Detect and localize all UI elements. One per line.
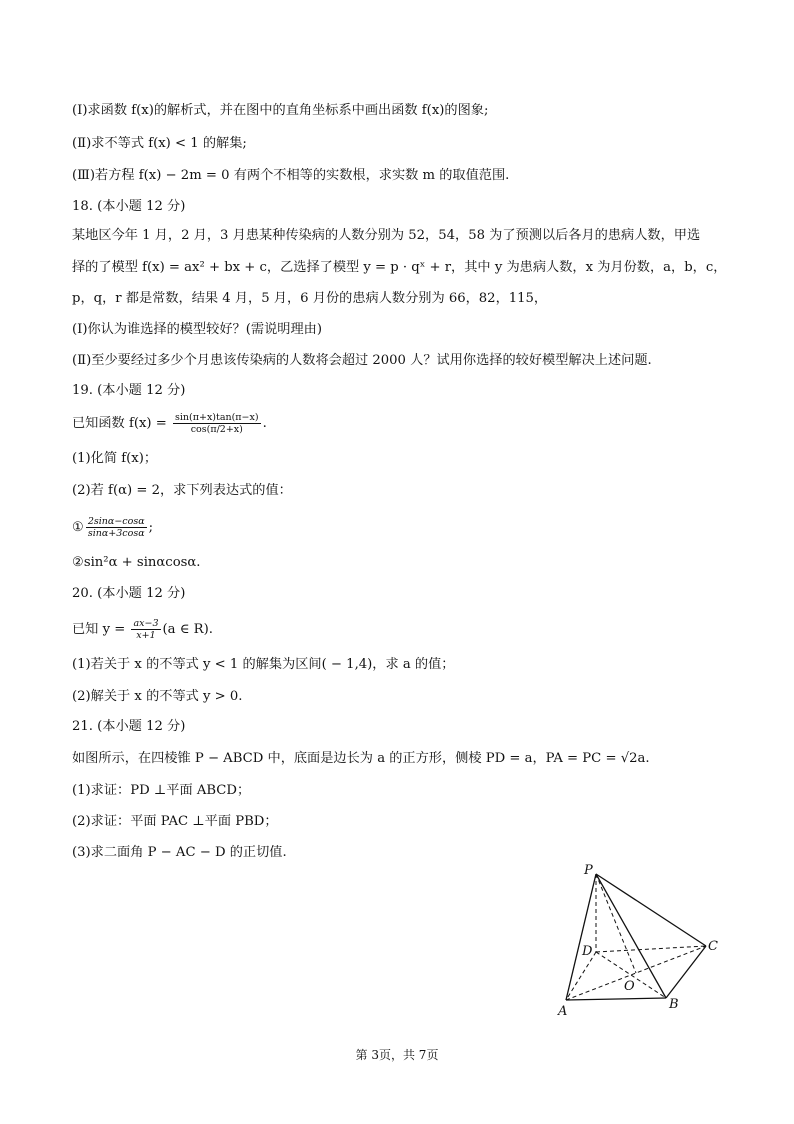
question-19-header: 19. (本小题 12 分)	[72, 383, 186, 398]
question-20-fraction-numerator: ax−3	[133, 618, 159, 629]
question-19-sub2: (2)若 f(α) = 2，求下列表达式的值：	[72, 483, 292, 498]
question-18-part1: (Ⅰ)你认为谁选择的模型较好？(需说明理由)	[72, 322, 322, 337]
question-20-fraction-denominator: x+1	[136, 630, 156, 641]
question-18-header: 18. (本小题 12 分)	[72, 199, 186, 214]
label-O: O	[624, 979, 635, 994]
question-20-intro-suffix: (a ∈ R).	[162, 622, 213, 637]
edge-DA-hidden	[566, 952, 596, 1000]
question-18-part2: (Ⅱ)至少要经过多少个月患该传染病的人数将会超过 2000 人？试用你选择的较好模型解决上述问题.	[72, 353, 652, 368]
label-C: C	[708, 939, 718, 954]
question-19-item1-fraction	[86, 516, 147, 539]
question-18-body-1: 某地区今年 1 月，2 月，3 月患某种传染病的人数分别为 52，54，58 为了预测以后各月的患病人数，甲选	[72, 228, 701, 243]
pyramid-figure	[548, 860, 728, 1020]
question-20-intro-prefix: 已知 y =	[72, 622, 126, 637]
edge-AB	[566, 998, 666, 1000]
label-P: P	[584, 863, 593, 878]
question-18-body-2: 择的了模型 f(x) = ax² + bx + c，乙选择了模型 y = p · qˣ + r，其中 y 为患病人数，x 为月份数，a，b，c，	[72, 260, 727, 275]
question-21-intro: 如图所示，在四棱锥 P − ABCD 中，底面是边长为 a 的正方形，侧棱 PD = a，PA = PC = √2a.	[72, 751, 650, 766]
question-19-item1	[72, 516, 153, 539]
question-19-fraction	[173, 412, 261, 435]
edge-PC	[596, 874, 706, 946]
question-20-fraction	[131, 618, 160, 641]
label-A: A	[558, 1004, 568, 1019]
question-21-sub2: (2)求证：平面 PAC ⊥平面 PBD；	[72, 814, 278, 829]
question-19-item1-suffix: ;	[148, 520, 154, 535]
question-21-sub1: (1)求证：PD ⊥平面 ABCD；	[72, 783, 251, 798]
question-20-sub1: (1)若关于 x 的不等式 y < 1 的解集为区间( − 1,4)，求 a 的值；	[72, 657, 455, 672]
label-B: B	[669, 997, 679, 1012]
question-19-fraction-denominator: cos(π/2+x)	[190, 424, 243, 435]
question-19-intro	[72, 412, 267, 435]
question-19-fraction-numerator: sin(π+x)tan(π−x)	[175, 412, 259, 423]
question-20-intro	[72, 618, 213, 641]
question-19-item1-denominator: sinα+3cosα	[87, 528, 145, 539]
edge-PA	[566, 874, 596, 1000]
question-21-header: 21. (本小题 12 分)	[72, 719, 186, 734]
page-footer: 第 3页，共 7页	[355, 1048, 439, 1062]
edge-DC-hidden	[596, 946, 706, 952]
question-19-sub1: (1)化简 f(x)；	[72, 451, 158, 466]
question-19-intro-prefix: 已知函数 f(x) =	[72, 416, 167, 431]
question-17-part3: (Ⅲ)若方程 f(x) − 2m = 0 有两个不相等的实数根，求实数 m 的取值范围.	[72, 168, 510, 183]
question-19-item2: ②sin²α + sinαcosα.	[72, 555, 201, 570]
question-20-header: 20. (本小题 12 分)	[72, 586, 186, 601]
question-19-item1-numerator: 2sinα−cosα	[87, 516, 145, 527]
segment-PO-hidden	[596, 874, 636, 973]
question-18-body-3: p，q，r 都是常数，结果 4 月，5 月，6 月份的患病人数分别为 66，82，115，	[72, 291, 548, 306]
question-20-sub2: (2)解关于 x 的不等式 y > 0.	[72, 689, 243, 704]
label-D: D	[582, 944, 593, 959]
question-19-item1-mark: ①	[72, 520, 84, 535]
question-19-intro-suffix: .	[262, 416, 267, 431]
question-17-part2: (Ⅱ)求不等式 f(x) < 1 的解集;	[72, 136, 247, 151]
question-17-part1: (Ⅰ)求函数 f(x)的解析式，并在图中的直角坐标系中画出函数 f(x)的图象;	[72, 103, 489, 118]
question-21-sub3: (3)求二面角 P − AC − D 的正切值.	[72, 845, 287, 860]
